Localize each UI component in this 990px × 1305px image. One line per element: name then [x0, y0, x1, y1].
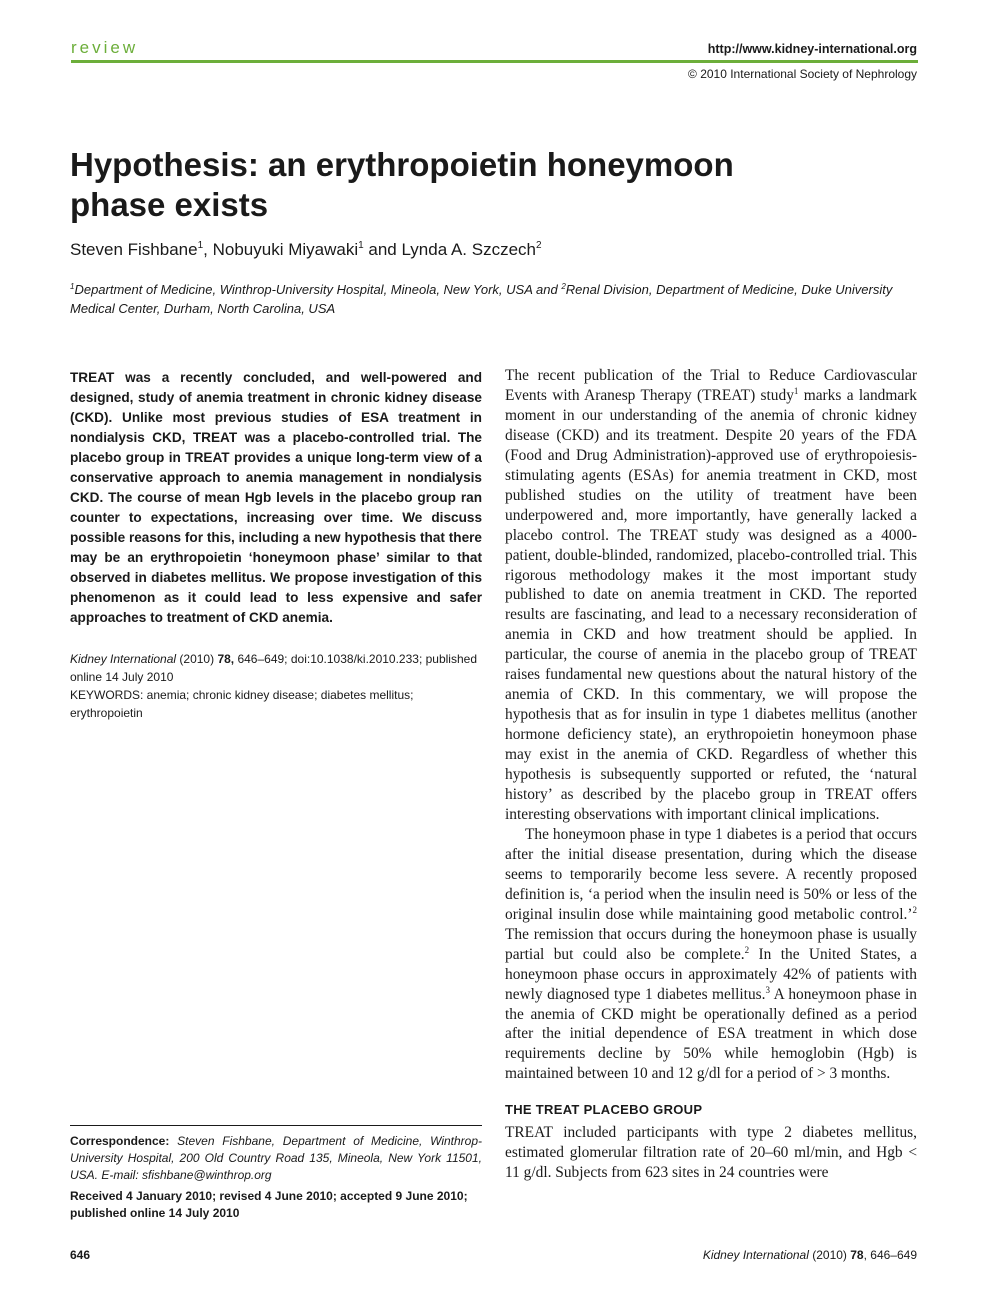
author-affiliation-mark: 1: [197, 240, 204, 251]
affiliation-mark: 2: [561, 282, 566, 291]
author-name: Nobuyuki Miyawaki: [212, 240, 359, 259]
keywords: KEYWORDS: anemia; chronic kidney disease; diabetes mellitus; erythropoietin: [70, 688, 414, 720]
body-paragraph: [505, 825, 917, 1084]
footer-pages: , 646–649: [863, 1248, 917, 1262]
footer-citation: [703, 1248, 917, 1262]
body-text-column: [505, 366, 917, 1183]
article-title: Hypothesis: an erythropoietin honeymoon phase exists: [70, 146, 734, 223]
affiliation-mark: 1: [70, 282, 75, 291]
citation-volume: 78,: [217, 652, 235, 666]
body-text: The remission that occurs during the honeymoon phase is usually partial but could also be complete.: [505, 925, 917, 963]
correspondence-label: Correspondence:: [70, 1134, 170, 1148]
affiliations: [70, 277, 920, 318]
section-heading: THE TREAT PLACEBO GROUP: [505, 1102, 703, 1118]
author-affiliation-mark: 2: [536, 240, 542, 251]
body-text: The honeymoon phase in type 1 diabetes is a period that occurs after the initial disease presentation, during which the disease seems to temporarily become less severe. A recently proposed definition is, ‘a period when the insulin need is 50% or less of the original insulin dose while maintaining good metabolic control.’: [505, 825, 917, 923]
author-name: Steven Fishbane: [70, 240, 198, 259]
reference-mark[interactable]: 1: [793, 385, 799, 396]
correspondence-rule: [70, 1125, 482, 1126]
received-dates: Received 4 January 2010; revised 4 June 2010; accepted 9 June 2010; published online 14 July 2010: [70, 1189, 468, 1220]
body-text: In the United States, a honeymoon phase occurs in approximately 42% of patients with newly diagnosed type 1 diabetes mellitus.: [505, 945, 917, 1003]
body-text: marks a landmark moment in our understanding of the anemia of chronic kidney disease (CKD) and its treatment. Despite 20 years of the FDA (Food and Drug Administration)-approved use of erythropoiesis-stimulating agents (ESAs) for anemia treatment in CKD, most published studies on the utility of treatment have been underpowered and, more importantly, have generally lacked a placebo control. The TREAT study was designed as a 4000-patient, double-blinded, randomized, placebo-controlled trial. This rigorous methodology makes it the most important study published to date on anemia treatment in CKD. The reported results are fascinating, and lead to a necessary reconsideration of anemia in CKD and how treatment should be applied. In particular, the course of anemia in the placebo group of TREAT raises fundamental new questions about the natural history of the anemia of CKD. In this commentary, we will propose the hypothesis that as for insulin in type 1 diabetes mellitus (another hormone deficiency state), an erythropoietin honeymoon phase may exist in the anemia of CKD. Regardless of whether this hypothesis is subsequently supported or refuted, the ‘natural history’ as described by the placebo group in TREAT offers interesting observations with important clinical implications.: [505, 386, 917, 823]
footer-year: (2010): [808, 1248, 851, 1262]
citation-year: (2010): [176, 652, 218, 666]
author-list: [70, 240, 542, 260]
section-tag: review: [71, 38, 139, 57]
page-number: 646: [70, 1248, 91, 1262]
body-text: A honeymoon phase in the anemia of CKD might be operationally defined as a period after the initial dependence of ESA treatment in which dose requirements decline by 50% while hemoglobin (Hgb) is maintained between 10 and 12 g/dl for a period of > 3 months.: [505, 985, 918, 1083]
copyright-notice: © 2010 International Society of Nephrology: [688, 67, 917, 81]
reference-mark[interactable]: 3: [765, 984, 770, 995]
reference-mark[interactable]: 2: [744, 944, 750, 955]
footer-journal: Kidney International: [702, 1248, 809, 1262]
body-text: The recent publication of the Trial to Reduce Cardiovascular Events with Aranesp Therapy (TREAT) study: [505, 367, 917, 404]
author-separator: and: [363, 240, 402, 259]
abstract: TREAT was a recently concluded, and well-powered and designed, study of anemia treatment in chronic kidney disease (CKD). Unlike most previous studies of ESA treatment in nondialysis CKD, TREAT was a placebo-controlled trial. The placebo group in TREAT provides a unique long-term view of a conservative approach to anemia management in nondialysis CKD. The course of mean Hgb levels in the placebo group ran counter to expectations, increasing over time. We discuss possible reasons for this, including a new hypothesis that there may be an erythropoietin ‘honeymoon phase’ similar to that observed in diabetes mellitus. We propose investigation of this phenomenon as it could lead to less expensive and safer approaches to treatment of CKD anemia.: [70, 370, 482, 625]
reference-mark[interactable]: 2: [912, 904, 917, 915]
affiliation-text: Renal Division, Department of Medicine, Duke University Medical Center, Durham, North Carolina, USA: [70, 282, 893, 316]
article-citation: [70, 650, 482, 686]
footer-volume: 78: [850, 1248, 864, 1262]
body-paragraph: TREAT included participants with type 2 diabetes mellitus, estimated glomerular filtration rate of 20–60 ml/min, and Hgb < 11 g/dl. Subjects from 623 sites in 24 countries were: [505, 1124, 917, 1182]
author-name: Lynda A. Szczech: [401, 240, 536, 259]
correspondence: [70, 1133, 482, 1184]
header-rule: [71, 60, 918, 63]
citation-details: 646–649; doi:10.1038/ki.2010.233; published online 14 July 2010: [70, 652, 477, 684]
journal-url[interactable]: http://www.kidney-international.org: [707, 42, 917, 56]
affiliation-text: Department of Medicine, Winthrop-University Hospital, Mineola, New York, USA and: [74, 282, 562, 297]
body-paragraph: [505, 366, 917, 825]
author-affiliation-mark: 1: [358, 240, 364, 251]
author-separator: ,: [203, 240, 213, 259]
correspondence-text: Steven Fishbane, Department of Medicine, Winthrop-University Hospital, 200 Old Country Road 135, Mineola, New York 11501, USA. E-mail: sfishbane@winthrop.org: [70, 1134, 482, 1182]
citation-journal: Kidney International: [70, 652, 177, 666]
